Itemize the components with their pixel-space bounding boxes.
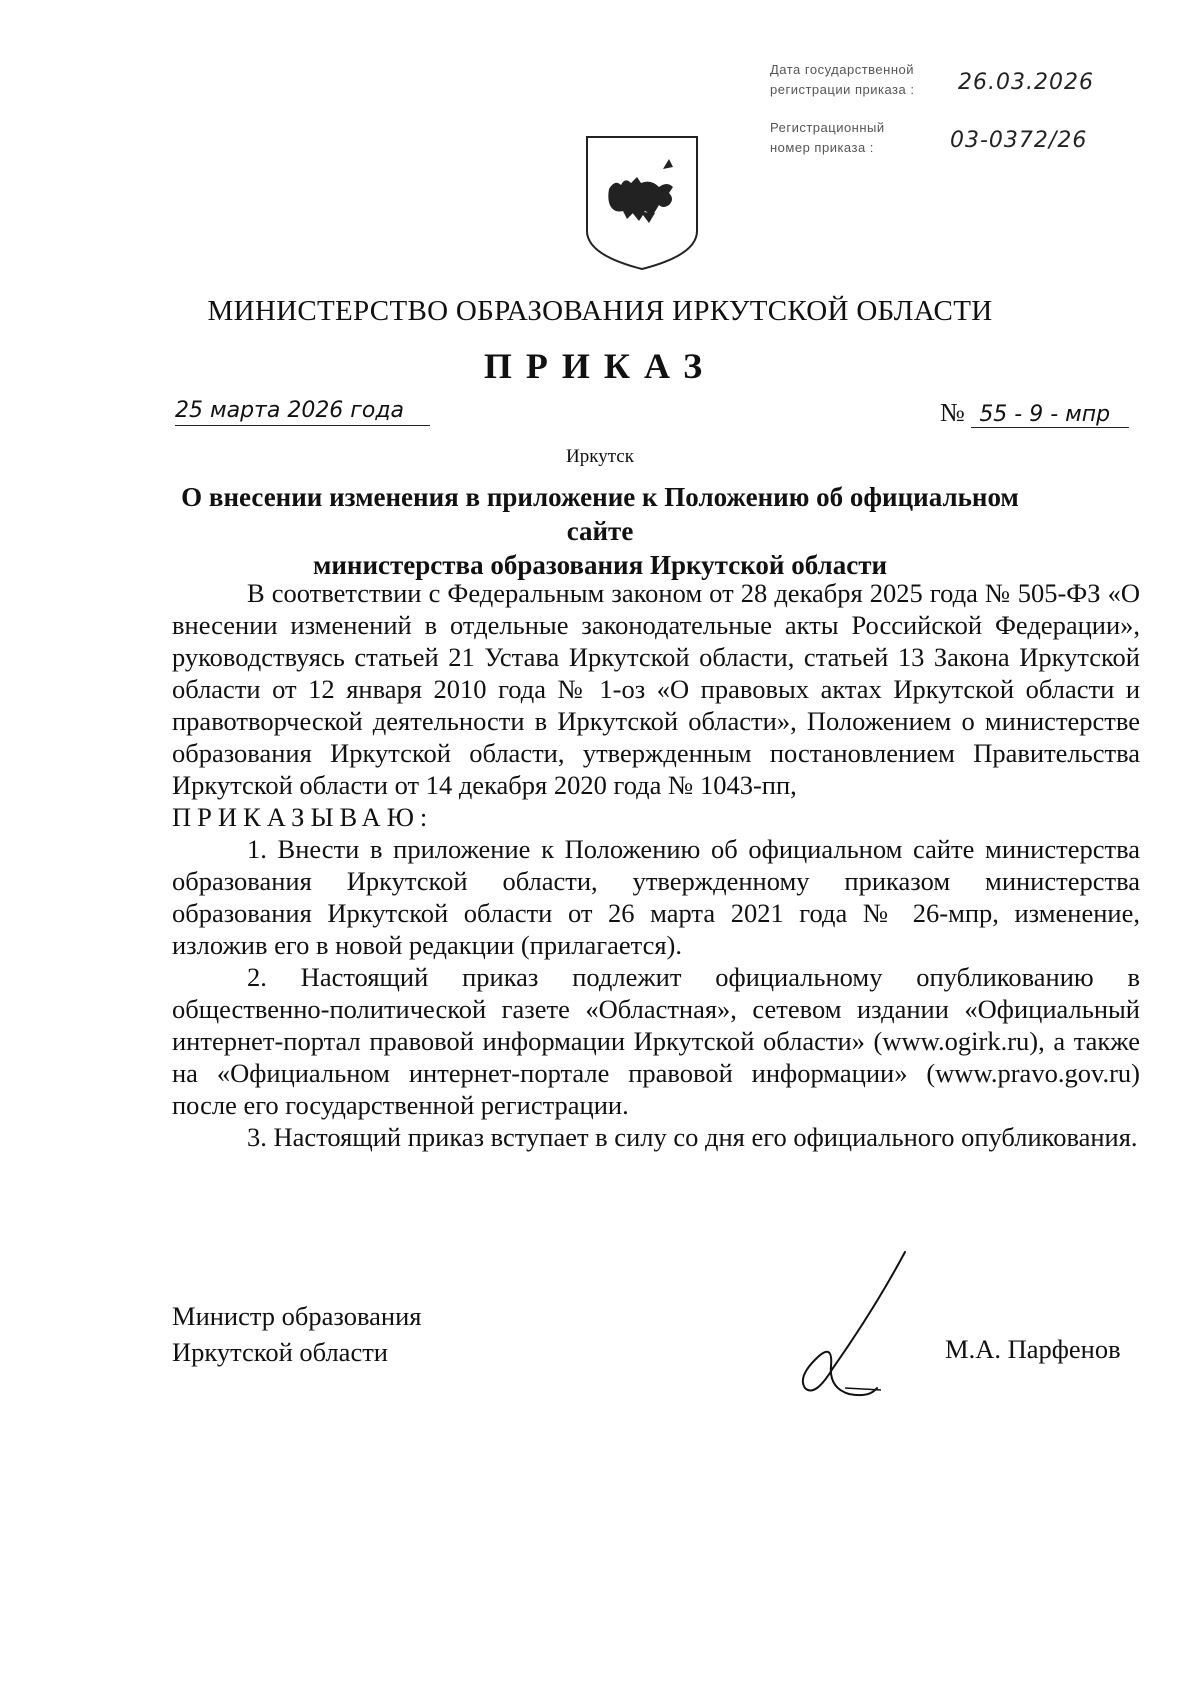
order-date: 25 марта 2026 года	[175, 398, 430, 426]
stamp-date-label-1: Дата государственной	[770, 62, 914, 77]
order-number-value: 55 - 9 - мпр	[971, 402, 1129, 428]
stamp-date-label-2: регистрации приказа :	[770, 82, 915, 97]
order-title-line-1: О внесении изменения в приложение к Положению об официальном сайте	[181, 482, 1019, 546]
order-item-1: 1. Внести в приложение к Положению об официальном сайте министерства образования Иркутской области, утвержденному приказом министерства образования Иркутской области от 26 марта 2021 года № 26-мпр, изменение, изложив его в новой редакции (прилагается).	[172, 834, 1140, 960]
order-body	[172, 577, 1140, 1153]
document-type-heading: ПРИКАЗ	[483, 346, 717, 386]
preamble-paragraph: В соответствии с Федеральным законом от 28 декабря 2025 года № 505-ФЗ «О внесении изменений в отдельные законодательные акты Российской Федерации», руководствуясь статьей 21 Устава Иркутской области, статьей 13 Закона Иркутской области от 12 января 2010 года № 1-оз «О правовых актах Иркутской области и правотворческой деятельности в Иркутской области», Положением о министерстве образования Иркутской области, утвержденным постановлением Правительства Иркутской области от 14 декабря 2020 года № 1043-пп,	[172, 578, 1140, 800]
stamp-reg-value: 03-0372/26	[950, 128, 1088, 153]
handwritten-signature	[785, 1248, 925, 1408]
signatory-position-line-2: Иркутской области	[172, 1337, 388, 1367]
order-word: ПРИКАЗЫВАЮ:	[172, 802, 434, 832]
stamp-date-value: 26.03.2026	[958, 70, 1094, 95]
city-name: Иркутск	[566, 446, 634, 467]
order-number-prefix: №	[940, 398, 965, 427]
order-item-2: 2. Настоящий приказ подлежит официальному опубликованию в общественно-политической газете «Областная», сетевом издании «Официальный интернет-портал правовой информации Иркутской области» (www.ogirk.ru), а также на «Официальном интернет-портале правовой информации» (www.pravo.gov.ru) после его государственной регистрации.	[172, 962, 1140, 1120]
stamp-reg-label-1: Регистрационный	[770, 120, 885, 135]
stamp-reg-label-2: номер приказа :	[770, 140, 874, 155]
order-title	[150, 480, 1050, 582]
order-item-3: 3. Настоящий приказ вступает в силу со дня его официального опубликования.	[247, 1122, 1138, 1152]
signatory-position-line-1: Министр образования	[172, 1301, 422, 1331]
ministry-name: МИНИСТЕРСТВО ОБРАЗОВАНИЯ ИРКУТСКОЙ ОБЛАСТИ	[207, 295, 993, 327]
coat-of-arms-emblem	[583, 133, 701, 273]
signatory-position	[172, 1298, 421, 1370]
order-title-line-2: министерства образования Иркутской области	[312, 550, 888, 580]
order-number	[940, 398, 1129, 428]
registration-stamp	[770, 50, 1100, 200]
signatory-name: М.А. Парфенов	[945, 1334, 1121, 1364]
